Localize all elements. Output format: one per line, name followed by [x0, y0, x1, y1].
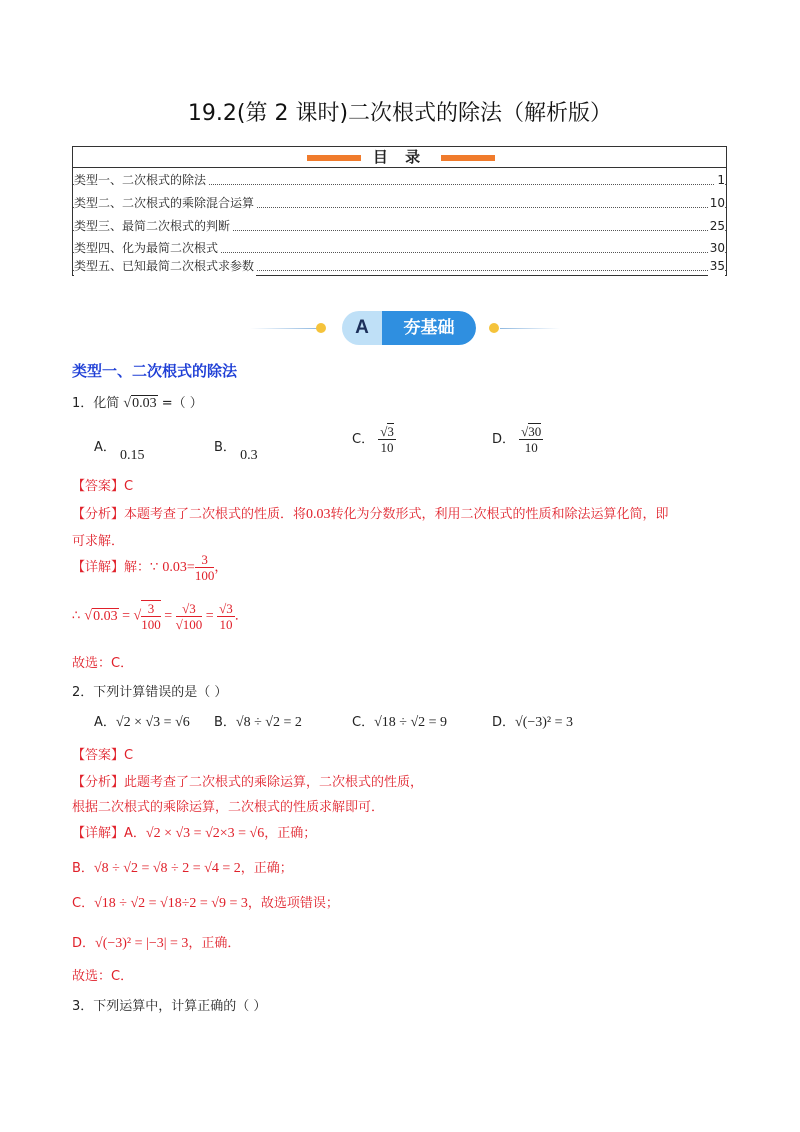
q2-choose: 故选：C． [72, 969, 134, 984]
q1-stem-suffix: =（ ） [161, 396, 203, 411]
section-banner [342, 311, 476, 345]
q1-radical: √0.03 [123, 396, 157, 411]
q1-choose: 故选：C． [72, 656, 134, 671]
option-fraction: $\frac{√3}{10}$ [380, 424, 394, 455]
q2-detail-d: D．√(−3)² = |−3| = 3，正确． [72, 936, 241, 951]
q1-radicand: 0.03 [132, 396, 157, 411]
banner-text: 夯基础 [382, 311, 476, 345]
toc-header [73, 147, 726, 168]
q2-analysis-line2: 根据二次根式的乘除运算，二次根式的性质求解即可． [72, 800, 385, 815]
toc-item[interactable] [73, 255, 726, 277]
option-expression: √18 ÷ √2 = 9 [374, 715, 448, 730]
option-value: 0.3 [240, 448, 258, 463]
toc-item-label: 类型一、二次根式的除法 [74, 169, 208, 191]
q1-answer: 【答案】C [72, 479, 134, 494]
fraction-numerator: 30 [528, 424, 542, 439]
toc-item-page: 1 [715, 169, 725, 191]
banner-dot-left [316, 323, 326, 333]
q1-detail: 【详解】解：∵ 0.03= $\frac{3}{100}$ ， [72, 552, 228, 583]
option-expression: √2 × √3 = √6 [115, 715, 190, 730]
q2-option-b[interactable]: B．√8 ÷ √2 = 2 [214, 715, 302, 730]
option-letter: A． [94, 440, 116, 455]
question-2-stem: 2．下列计算错误的是（ ） [72, 685, 228, 700]
banner-line-left [250, 328, 318, 329]
toc-item[interactable] [73, 192, 726, 214]
banner-line-right [500, 328, 560, 329]
detail-lhs: 0.03 [162, 560, 187, 575]
therefore-symbol: ∴ [72, 608, 81, 624]
toc-item[interactable] [73, 215, 726, 237]
banner-letter: A [355, 317, 369, 338]
q1-stem-prefix: 1．化简 [72, 396, 120, 411]
toc-item-page: 25 [708, 215, 725, 237]
q1-therefore: ∴ √0.03 = √ $\frac{3}{100}$ = $\frac{√3}{√100}$ = $\frac{√3}{10}$ ． [72, 600, 248, 632]
toc-item-label: 类型二、二次根式的乘除混合运算 [74, 192, 256, 214]
option-expression: √(−3)² = 3 [515, 715, 574, 730]
q1-option-b[interactable] [214, 436, 258, 463]
analysis-value: 0.03 [306, 507, 331, 522]
q1-analysis [72, 503, 732, 523]
section-heading: 类型一、二次根式的除法 [72, 362, 238, 380]
q1-option-a[interactable] [94, 436, 145, 463]
analysis-text-rest: 转化为分数形式，利用二次根式的性质和除法运算化简，即 [330, 507, 669, 522]
option-expression: √8 ÷ √2 = 2 [235, 715, 302, 730]
table-of-contents [72, 146, 727, 276]
toc-item-label: 类型五、已知最简二次根式求参数 [74, 255, 256, 277]
toc-item-page: 35 [708, 255, 725, 277]
analysis-text: 【分析】本题考查了二次根式的性质．将 [72, 507, 307, 522]
q2-option-d[interactable]: D．√(−3)² = 3 [492, 715, 574, 730]
q2-analysis: 【分析】此题考查了二次根式的乘除运算，二次根式的性质， [72, 775, 424, 790]
q2-detail-c: C．√18 ÷ √2 = √18÷2 = √9 = 3，故选项错误； [72, 896, 339, 911]
toc-heading: 目 录 [372, 148, 427, 166]
q2-option-c[interactable]: C．√18 ÷ √2 = 9 [352, 715, 448, 730]
toc-item[interactable] [73, 169, 726, 191]
q1-option-c[interactable] [352, 424, 396, 455]
question-3-stem: 3．下列运算中，计算正确的（ ） [72, 999, 267, 1014]
q2-detail-a: 【详解】A．√2 × √3 = √2×3 = √6，正确； [72, 826, 317, 841]
fraction-numerator: 3 [387, 424, 394, 439]
option-letter: B． [214, 440, 236, 455]
option-letter: D． [492, 432, 516, 447]
detail-fraction: $\frac{3}{100}$ [194, 552, 215, 583]
fraction-denominator: 10 [380, 440, 394, 455]
option-value: 0.15 [120, 448, 145, 463]
q1-analysis-line2: 可求解． [72, 534, 125, 549]
q2-answer: 【答案】C [72, 748, 134, 763]
page-title: 19.2(第 2 课时)二次根式的除法（解析版） [187, 101, 613, 126]
fraction-denominator: 10 [524, 440, 538, 455]
option-fraction: $\frac{√30}{10}$ [521, 424, 542, 455]
toc-item-page: 30 [708, 237, 725, 259]
q2-option-a[interactable]: A．√2 × √3 = √6 [94, 715, 190, 730]
toc-item-label: 类型三、最简二次根式的判断 [74, 215, 232, 237]
banner-dot-right [489, 323, 499, 333]
q1-option-d[interactable] [492, 424, 543, 455]
detail-prefix: 【详解】解：∵ [72, 560, 159, 575]
toc-item-label: 类型四、化为最简二次根式 [74, 237, 220, 259]
q2-detail-b: B．√8 ÷ √2 = √8 ÷ 2 = √4 = 2，正确； [72, 861, 293, 876]
question-1-stem [72, 392, 203, 412]
toc-item-page: 10 [708, 192, 725, 214]
option-letter: C． [352, 432, 375, 447]
